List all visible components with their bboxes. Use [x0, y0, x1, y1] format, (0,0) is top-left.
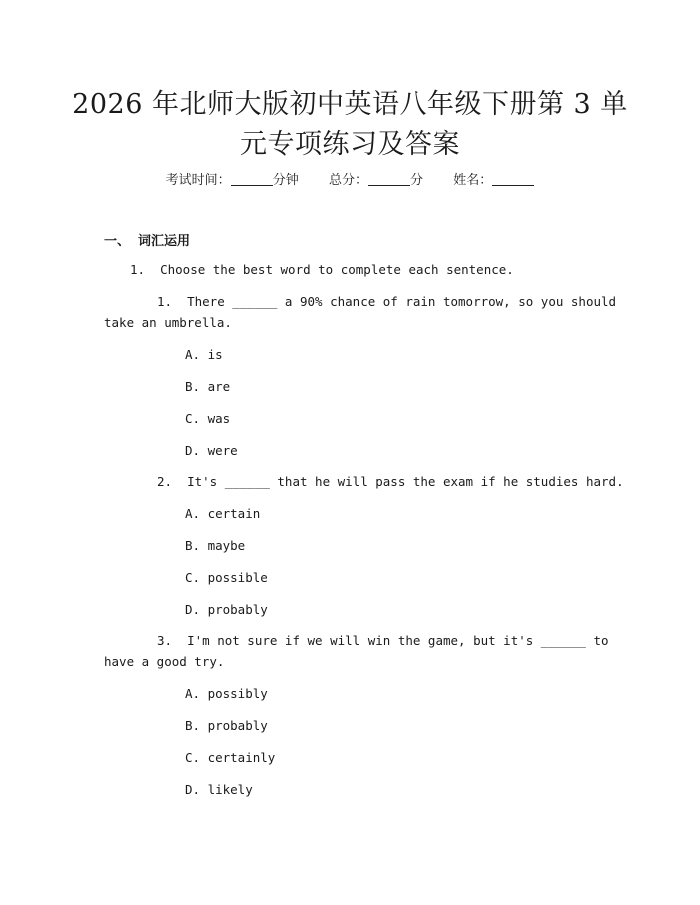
question-1-option-d[interactable]: D. were	[185, 443, 238, 458]
time-blank[interactable]	[231, 173, 273, 186]
section-title: 词汇运用	[138, 234, 191, 249]
exam-info-row	[0, 169, 700, 188]
question-3-option-c[interactable]: C. certainly	[185, 750, 276, 765]
name-blank[interactable]	[492, 173, 534, 186]
document-title-line-1: 2026 年北师大版初中英语八年级下册第 3 单	[72, 89, 628, 120]
question-1-text: 1. There ______ a 90% chance of rain tomorrow, so you should	[157, 294, 617, 309]
question-3-text-cont: have a good try.	[104, 654, 225, 669]
question-1-option-b[interactable]: B. are	[185, 379, 231, 394]
name-label: 姓名：	[453, 173, 493, 188]
question-3-text: 3. I'm not sure if we will win the game, but it's ______ to	[157, 633, 609, 648]
question-2-text: 2. It's ______ that he will pass the exam if he studies hard.	[157, 474, 624, 489]
instruction-text: 1. Choose the best word to complete each sentence.	[130, 262, 514, 277]
question-2-option-a[interactable]: A. certain	[185, 506, 261, 521]
section-number: 一、	[104, 234, 131, 249]
score-label: 总分：	[328, 173, 368, 188]
score-blank[interactable]	[368, 173, 410, 186]
question-2-option-b[interactable]: B. maybe	[185, 538, 246, 553]
question-1-option-a[interactable]: A. is	[185, 347, 223, 362]
time-label: 考试时间：	[165, 173, 231, 188]
question-2-option-d[interactable]: D. probably	[185, 602, 268, 617]
question-3-option-d[interactable]: D. likely	[185, 782, 253, 797]
time-unit: 分钟	[272, 173, 299, 188]
document-title-line-2: 元专项练习及答案	[240, 129, 460, 160]
question-3-option-b[interactable]: B. probably	[185, 718, 268, 733]
question-1-text-cont: take an umbrella.	[104, 315, 232, 330]
section-heading	[104, 230, 190, 249]
score-unit: 分	[410, 173, 424, 188]
question-2-option-c[interactable]: C. possible	[185, 570, 268, 585]
question-3-option-a[interactable]: A. possibly	[185, 686, 268, 701]
question-1-option-c[interactable]: C. was	[185, 411, 231, 426]
